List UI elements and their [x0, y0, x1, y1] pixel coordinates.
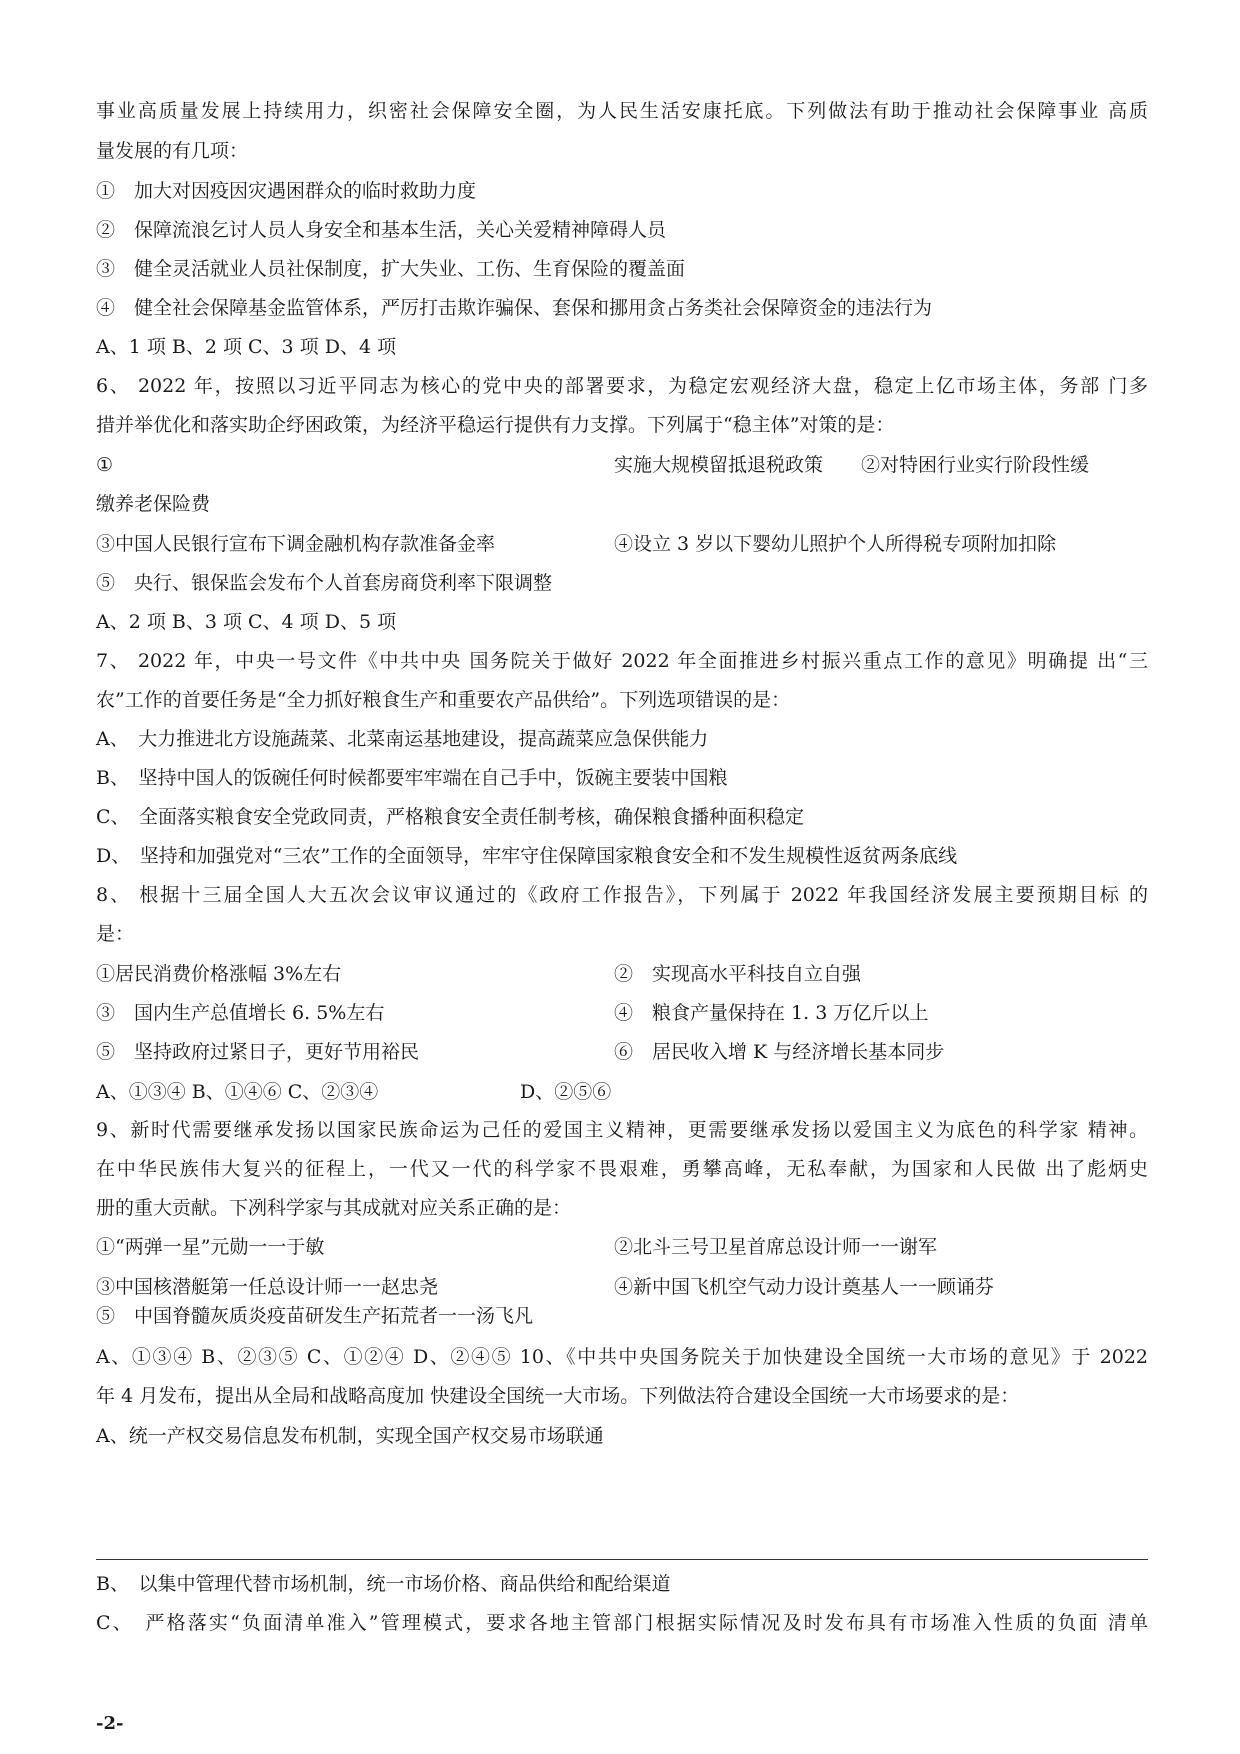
text-line: 事业高质量发展上持续用力，织密社会保障安全圈，为人民生活安康托底。下列做法有助于推动社会保障事业 高质 [96, 100, 1148, 122]
option-line: ⑤ 坚持政府过紧日子，更好节用裕民 [96, 1041, 420, 1063]
text-line: 量发展的有几项： [96, 140, 249, 162]
option-marker: ① [96, 454, 114, 476]
option-line: A、 大力推进北方设施蔬菜、北菜南运基地建设，提高蔬菜应急保供能力 [96, 728, 709, 750]
text-line: 册的重大贡献。下冽科学家与其成就对应关系正确的是： [96, 1197, 572, 1219]
question-6: 6、 2022 年，按照以习近平同志为核心的党中央的部署要求，为稳定宏观经济大盘，稳定上亿市场主体，务部 门多 [96, 375, 1148, 397]
option-line: C、 严格落实“负面清单准入”管理模式，要求各地主管部门根据实际情况及时发布具有市场准入性质的负面 清单 [96, 1612, 1148, 1634]
page-number: -2- [96, 1713, 124, 1734]
option-line: C、 全面落实粮食安全党政同责，严格粮食安全责任制考核，确保粮食播种面积稳定 [96, 806, 805, 828]
text-line: 在中华民族伟大复兴的征程上，一代又一代的科学家不畏艰难，勇攀高峰，无私奉献，为国家和人民做 出了彪炳史 [96, 1158, 1148, 1180]
question-10: A、①③④ B、②③⑤ C、①②④ D、②④⑤ 10、《中共中央国务院关于加快建设全国统一大市场的意见》于 2022 [96, 1346, 1148, 1368]
option-line: ②北斗三号卫星首席总设计师一一谢军 [614, 1236, 938, 1258]
option-line: B、 坚持中国人的饭碗任何时候都要牢牢端在自己手中，饭碗主要装中国粮 [96, 767, 728, 789]
option-line: ④新中国飞机空气动力设计奠基人一一顾诵芬 [614, 1276, 995, 1298]
option-line: ③ 国内生产总值增长 6. 5%左右 [96, 1002, 385, 1024]
option-line: ⑤ 央行、银保监会发布个人首套房商贷利率下限调整 [96, 572, 553, 594]
question-7: 7、 2022 年，中央一号文件《中共中央 国务院关于做好 2022 年全面推进乡村振兴重点工作的意见》明确提 出“三 [96, 650, 1148, 672]
answer-choices: A、1 项 B、2 项 C、3 项 D、4 项 [96, 336, 397, 358]
divider [96, 1559, 1148, 1560]
answer-choices: D、②⑤⑥ [520, 1081, 612, 1103]
question-9: 9、新时代需要继承发扬以国家民族命运为己任的爱国主义精神，更需要继承发扬以爱国主义为底色的科学家 精神。 [96, 1119, 1148, 1141]
option-line: ⑤ 中国脊髓灰质炎疫苗研发生产拓荒者一一汤飞凡 [96, 1305, 534, 1327]
option-line: ② 实现高水平科技自立自强 [614, 963, 862, 985]
text-line: 农”工作的首要任务是“全力抓好粮食生产和重要农产品供给”。下列选项错误的是： [96, 689, 791, 711]
option-line: 实施大规模留抵退税政策 ②对特困行业实行阶段性缓 [614, 454, 1090, 476]
option-line: ② 保障流浪乞讨人员人身安全和基本生活，关心关爱精神障碍人员 [96, 219, 667, 241]
answer-choices: A、2 项 B、3 项 C、4 项 D、5 项 [96, 611, 397, 633]
option-line: ①居民消费价格涨幅 3%左右 [96, 963, 342, 985]
option-line: D、 坚持和加强党对“三农”工作的全面领导，牢牢守住保障国家粮食安全和不发生规模性返贫两条底线 [96, 845, 958, 867]
text-line: 是： [96, 923, 135, 945]
option-line: B、 以集中管理代替市场机制，统一市场价格、商品供给和配给渠道 [96, 1573, 671, 1595]
option-line: ③中国人民银行宣布下调金融机构存款准备金率 [96, 533, 496, 555]
text-line: 年 4 月发布，提出从全局和战略高度加 快建设全国统一大市场。下列做法符合建设全国统一大市场要求的是： [96, 1385, 1020, 1407]
option-line: ④设立 3 岁以下婴幼儿照护个人所得税专项附加扣除 [614, 533, 1057, 555]
text-line: 措并举优化和落实助企纾困政策，为经济平稳运行提供有力支撑。下列属于“稳主体”对策的是： [96, 414, 895, 436]
option-line: ①“两弹一星”元勋一一于敏 [96, 1236, 325, 1258]
question-8: 8、 根据十三届全国人大五次会议审议通过的《政府工作报告》，下列属于 2022 年我国经济发展主要预期目标 的 [96, 884, 1148, 906]
option-line: ④ 健全社会保障基金监管体系，严厉打击欺诈骗保、套保和挪用贪占务类社会保障资金的违法行为 [96, 297, 933, 319]
text-line: 缴养老保险费 [96, 493, 211, 515]
option-line: ④ 粮食产量保持在 1. 3 万亿斤以上 [614, 1002, 929, 1024]
option-line: ① 加大对因疫因灾遇困群众的临时救助力度 [96, 180, 477, 202]
option-line: A、统一产权交易信息发布机制，实现全国产权交易市场联通 [96, 1425, 604, 1447]
option-line: ⑥ 居民收入增 K 与经济增长基本同步 [614, 1041, 945, 1063]
answer-choices: A、①③④ B、①④⑥ C、②③④ [96, 1081, 379, 1103]
option-line: ③ 健全灵活就业人员社保制度，扩大失业、工伤、生育保险的覆盖面 [96, 258, 686, 280]
option-line: ③中国核潜艇第一任总设计师一一赵忠尧 [96, 1276, 439, 1298]
